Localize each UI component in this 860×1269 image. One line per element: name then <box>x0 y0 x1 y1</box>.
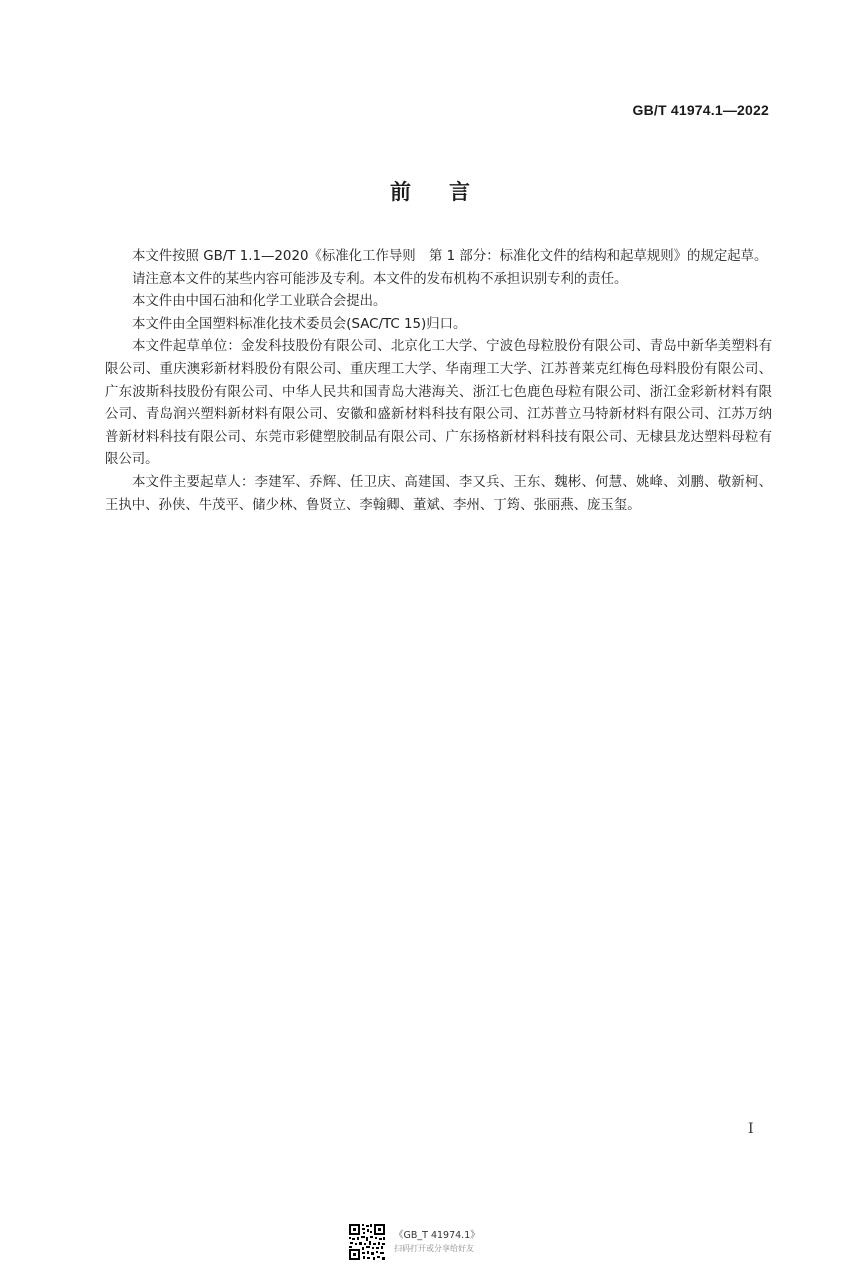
paragraph-technical-committee: 本文件由全国塑料标准化技术委员会(SAC/TC 15)归口。 <box>132 316 467 332</box>
page-number: I <box>748 1121 754 1137</box>
share-footer-text <box>394 1229 480 1255</box>
foreword-body <box>105 246 772 517</box>
paragraph-drafting-basis: 本文件按照 GB/T 1.1—2020《标准化工作导则 第 1 部分：标准化文件的结构和起草规则》的规定起草。 <box>132 249 768 264</box>
paragraph-proposer: 本文件由中国石油和化学工业联合会提出。 <box>132 294 387 310</box>
qr-code-icon[interactable] <box>348 1223 386 1261</box>
standard-code: GB/T 41974.1—2022 <box>632 102 769 118</box>
paragraph-drafting-organizations: 本文件起草单位：金发科技股份有限公司、北京化工大学、宁波色母粒股份有限公司、青岛中新华美塑料有限公司、重庆澳彩新材料股份有限公司、重庆理工大学、华南理工大学、江苏普莱克红梅色母料股份有限公司、广东波斯科技股份有限公司、中华人民共和国青岛大港海关、浙江七色鹿色母粒有限公司、浙江金彩新材料有限公司、青岛润兴塑料新材料有限公司、安徽和盛新材料科技有限公司、江苏普立马特新材料有限公司、江苏万纳普新材料科技有限公司、东莞市彩健塑胶制品有限公司、广东扬格新材料科技有限公司、无棣县龙达塑料母粒有限公司。 <box>105 339 772 468</box>
paragraph-drafters: 本文件主要起草人：李建军、乔辉、任卫庆、高建国、李又兵、王东、魏彬、何慧、姚峰、刘鹏、敬新柯、王执中、孙侠、牛茂平、储少林、鲁贤立、李翰卿、董斌、李州、丁筠、张丽燕、庞玉玺。 <box>105 474 772 513</box>
page-title: 前言 <box>390 180 508 204</box>
paragraph-patent-notice: 请注意本文件的某些内容可能涉及专利。本文件的发布机构不承担识别专利的责任。 <box>132 271 628 287</box>
share-hint: 扫码打开或分享给好友 <box>394 1244 474 1253</box>
share-footer[interactable] <box>348 1222 480 1262</box>
share-document-title: 《GB_T 41974.1》 <box>394 1230 480 1241</box>
